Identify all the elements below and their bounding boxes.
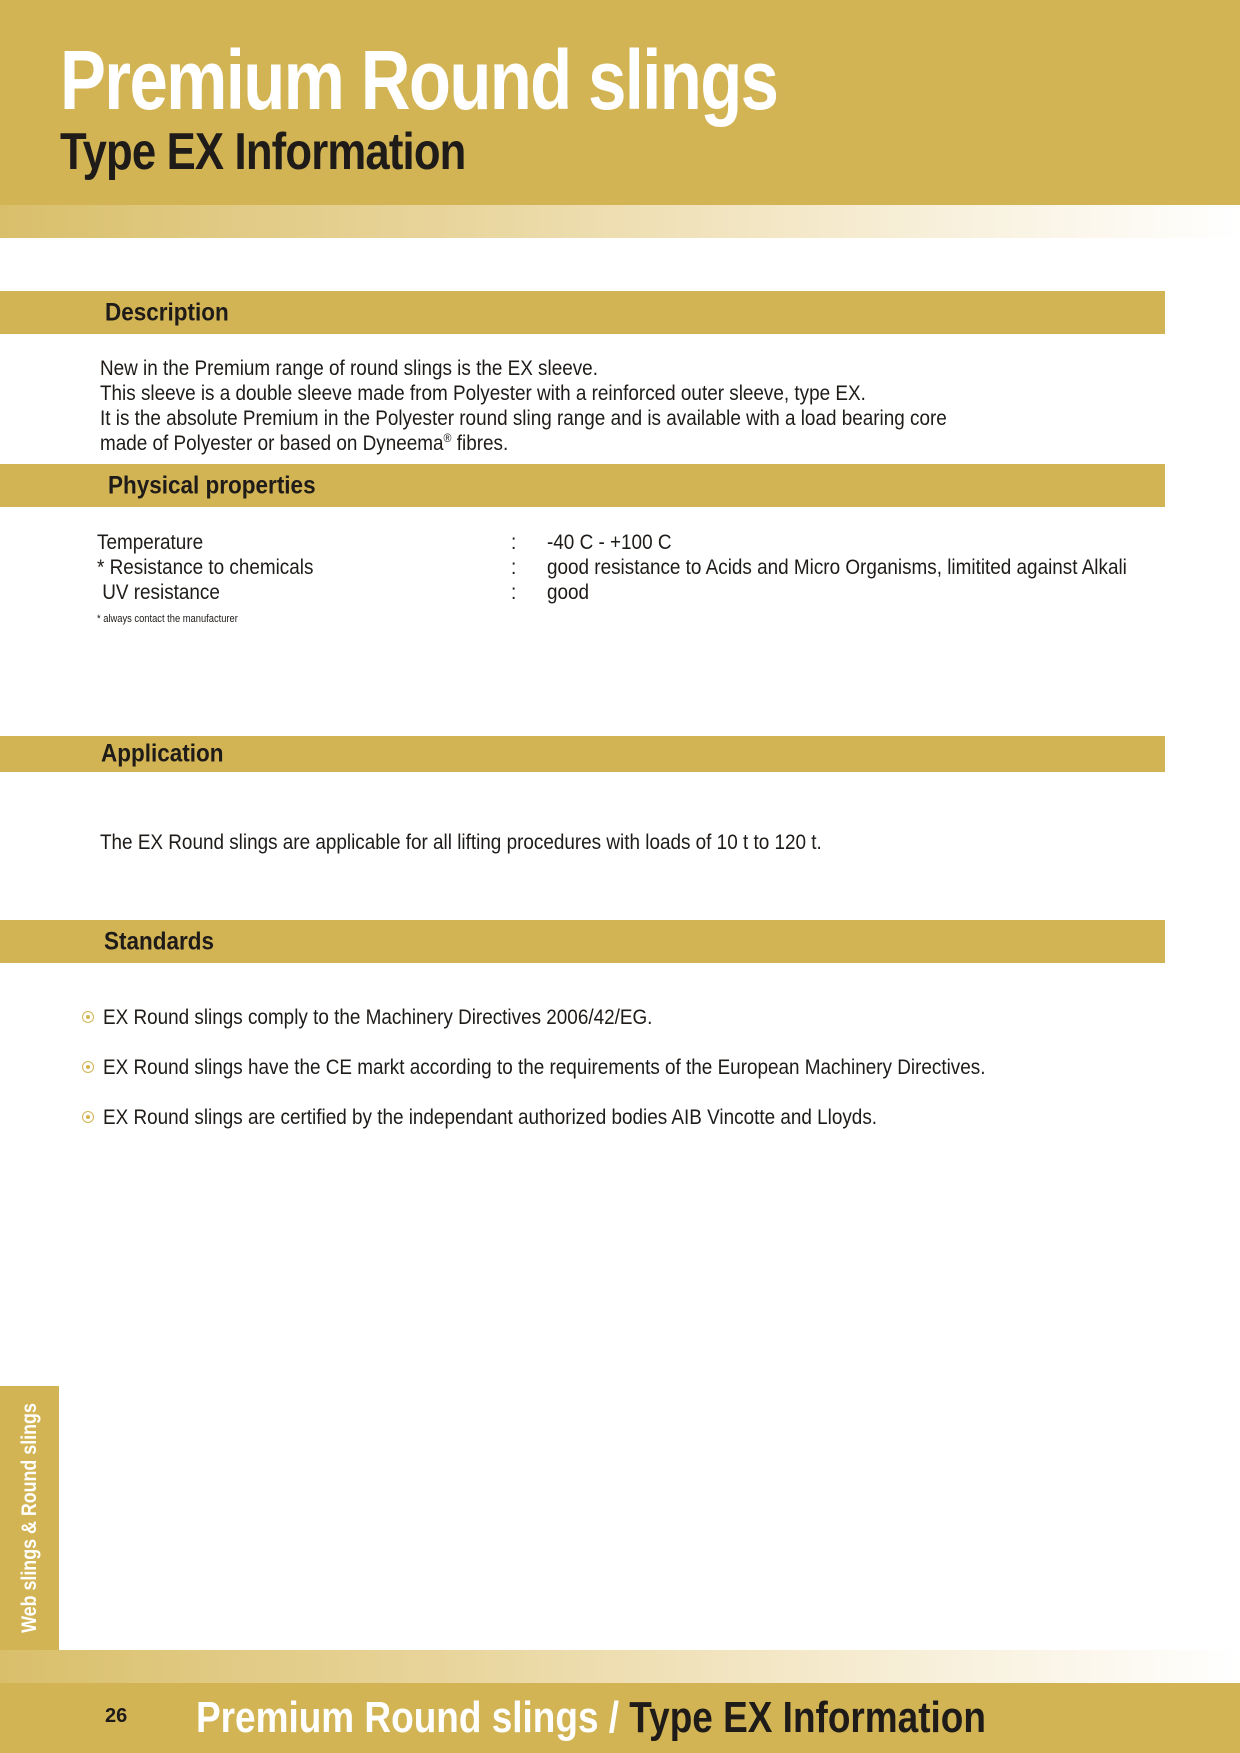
header-gradient-band [0, 205, 1240, 238]
application-section-bar [0, 736, 1165, 772]
property-value: good [547, 581, 590, 604]
description-line: New in the Premium range of round slings is the EX sleeve. [100, 357, 598, 380]
property-row [97, 555, 1197, 580]
standards-item-text: EX Round slings have the CE markt according to the requirements of the European Machinery Directives. [103, 1056, 986, 1079]
circle-bullet-icon [82, 1061, 94, 1073]
property-separator: : [511, 531, 517, 554]
circle-bullet-icon [82, 1111, 94, 1123]
standards-item-text: EX Round slings comply to the Machinery Directives 2006/42/EG. [103, 1006, 653, 1029]
registered-mark: ® [443, 431, 452, 445]
page-title: Premium Round slings [60, 33, 778, 127]
page-header [0, 0, 1240, 205]
property-value: -40 C - +100 C [547, 531, 672, 554]
footer-gradient-band [0, 1650, 1240, 1683]
physical-properties-section-bar [0, 464, 1165, 507]
property-separator: : [511, 556, 517, 579]
description-section-bar [0, 291, 1165, 334]
description-text [100, 356, 947, 456]
description-heading: Description [105, 298, 229, 326]
description-line-start: made of Polyester or based on Dyneema [100, 432, 444, 455]
side-tab-label: Web slings & Round slings [17, 1403, 41, 1633]
page-subtitle: Type EX Information [60, 123, 466, 181]
property-value: good resistance to Acids and Micro Organisms, limitited against Alkali [547, 556, 1127, 579]
side-tab [0, 1386, 59, 1650]
description-line: It is the absolute Premium in the Polyester round sling range and is available with a load bearing core [100, 407, 947, 430]
properties-table [97, 530, 1197, 605]
footnote: * always contact the manufacturer [97, 613, 238, 625]
description-line-end: fibres. [451, 432, 509, 455]
standards-item-text: EX Round slings are certified by the independant authorized bodies AIB Vincotte and Lloyds. [103, 1106, 878, 1129]
description-line [100, 431, 947, 456]
property-label: * Resistance to chemicals [97, 556, 314, 579]
footer-title-main: Premium Round slings / [196, 1693, 630, 1742]
description-line: This sleeve is a double sleeve made from Polyester with a reinforced outer sleeve, type EX. [100, 382, 866, 405]
property-row [97, 530, 1197, 555]
property-label: Temperature [97, 531, 204, 554]
page-footer [0, 1683, 1240, 1753]
application-heading: Application [101, 739, 224, 768]
footer-title [196, 1692, 986, 1744]
application-text: The EX Round slings are applicable for all lifting procedures with loads of 10 t to 120 t. [100, 831, 822, 854]
property-separator: : [511, 581, 517, 604]
standards-section-bar [0, 920, 1165, 963]
standards-heading: Standards [104, 927, 215, 955]
circle-bullet-icon [82, 1011, 94, 1023]
property-label: UV resistance [97, 581, 220, 604]
property-row [97, 580, 1197, 605]
page-number: 26 [105, 1705, 128, 1727]
physical-properties-heading: Physical properties [108, 471, 316, 499]
footer-title-sub: Type EX Information [629, 1693, 986, 1742]
